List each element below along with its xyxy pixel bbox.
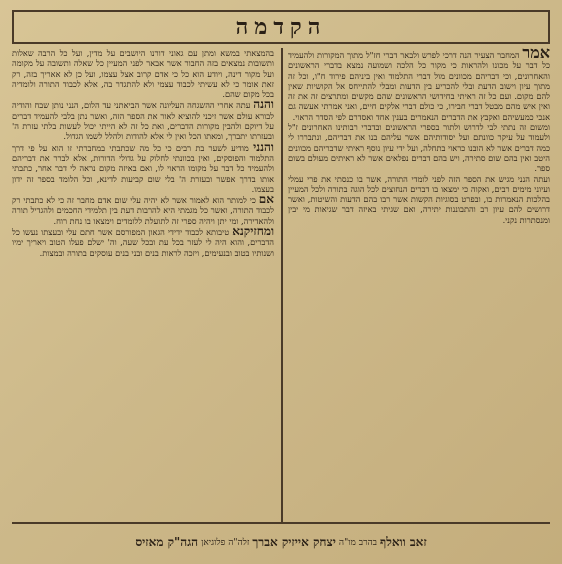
paragraph: ומשום זה נתתי לבי לדרוש ולתור בספרי הראשונים ובדברי רבותינו האחרונים ז"ל ולעמוד על עיקר כוונתם ועל יסודותיהם אשר עליהם בנו את דבריהם, ונתבררו לי כמה דברים אשר לא הובנו כראוי בתחלה, ועל ידי עיון נוסף ראיתי שדבריהם מכוונים היטב ואין בהם שום סתירה, ויש בהם דברים נפלאים אשר לא ראיתים מעולם בשום ספר.	[288, 122, 550, 174]
paragraph: ועתה הנני מגיש את הספר הזה לפני לומדי התורה, אשר בו כנסתי את פרי עמלי ועיוני מימים רבים, ואקוה כי ימצאו בו דברים הנחוצים לכל הוגה בתורה ולכל המעיין בהלכות הנאמרות בו, ובפרט בסוגיות הקשות אשר רבו בהם הדעות והשיטות, ואשר דרושים להם עיון רב והתבוננות יתירה, ואם שגיתי באיזה דבר שגיאות מי יבין ומנסתרות נקני.	[288, 173, 550, 225]
lead-word: ומחזיקנא	[232, 224, 275, 239]
opening-word: אמר	[522, 43, 550, 62]
author-name: זאב וואלף	[380, 534, 427, 549]
paragraph-text: בהמצאתי במשא ומתן עם גאוני דורנו היושבים על מדין, ועל כל הרבה שאלות ותשובות נמצאים בזה החבור אשר אבאר לפני המעיין כל שאלה ותשובה על מקומה ועל מקור דינה, ויודע הוא כל כי אדם קרוב אצל עצמו, ועל כן לא אאריך בזה, רק זאת אומר כי לא עשיתי לכבוד עצמי ולא להתגדר בה, אלא לכבוד התורה ולומדיה בכל מקום שהם.	[12, 48, 274, 100]
header-frame	[12, 10, 550, 44]
paragraph-text: המחבר הצעיר הנה דרכי לפרש ולבאר דברי חז"ל מתוך המקורות ולהעמיד כל דבר על מכונו ולהראות כי מקור כל הלכה ושמועה נמצא בדברי הראשונים והאחרונים, וכי דבריהם מכוונים מול דברי התלמוד ואין ביניהם פירוד ח"ו, וכל זה מתוך עיון וישוב הדעת ובלי להכריע בין הדעות ומבלי להתייחס אל הקושיות שאין להם מקום. ועם כל זה ראיתי בחידושי הראשונים שהם מקשים ומתרצים זה את זה ואין איש מהם מבטל דברי חבירו, כי כולם דברי אלקים חיים, ואני אמרתי אעשה גם אנכי כמעשיהם ואקבץ את הדברים הנאמרים בענין אחד ואסדרם לפי הסדר הראוי.	[288, 50, 550, 122]
right-column	[288, 43, 550, 225]
lead-word: והנני	[253, 139, 274, 154]
paragraph	[12, 194, 274, 226]
paragraph	[12, 226, 274, 258]
signature-line	[12, 528, 550, 556]
paragraph	[12, 48, 274, 99]
paragraph	[288, 43, 550, 122]
page-title: הקדמה	[235, 14, 327, 40]
father-name: יצחק אייזיק אברך	[252, 534, 336, 549]
author-title: הגה"ק מאזיס	[135, 534, 199, 549]
footer-rule	[12, 522, 550, 524]
paragraph	[12, 99, 274, 141]
left-column	[12, 48, 274, 258]
lead-word: אם	[258, 192, 274, 207]
lead-word: והנה	[253, 97, 274, 112]
suffix: זלה"ה פלוגיאן	[201, 537, 250, 548]
paragraph-text: טיבותא לכבוד ידידי הגאון המפורסם אשר חתם עלי ובעצתו נעשו כל הדברים, והוא היה לי לעזר בכל עת ובכל שעה, וה' ישלם פעלו הטוב ויאריך ימיו ושנותיו בטוב ובנעימים, ויזכה לראות בנים ובני בנים עוסקים בתורה ובמצות.	[12, 227, 274, 258]
honorific: בהרב מו"ה	[338, 537, 378, 548]
column-divider	[281, 48, 283, 522]
paragraph	[12, 139, 274, 194]
paragraph-text: כי למותר הוא לאמור אשר לא יהיה עלי שום אדם מחבר זה כי לא כתבתי רק לכבוד התורה, ואשר כל מגמתי היא להרבות דעת בין תלמידי החכמים ולהגדיל תורה ולהאדירה, ומי יתן ויהיה ספרי זה לתועלת ללומדים וימצאו בו נחת רוח.	[12, 195, 274, 226]
paragraph-text: מודיע לשער בת רבים כי כל מה שכתבתי במחברתי זו הוא על פי דרך התלמוד והפוסקים, ואין בכוונתי לחלוק על גדולי הדורות, אלא לברר את דבריהם ולהעמיד כל דבר על מקומו הראוי לו, ואם באיזה מקום נראה לי דבר אחר, כתבתי אותו בדרך אפשר ובעזרת ה' בלי שום קביעות לדינא, וכל הלומד בספר זה ידון בעצמו.	[12, 142, 274, 194]
paragraph-text: עתה אחרי ההשגחה העליונה אשר הביאתני עד הלום, הנני נותן שבח והודיה לבורא עולם אשר זיכני להוציא לאור את הספר הזה, ואשר נתן בלבי להעמיד דברים על דיוקם ולהבין מקורות הדברים, ואת כל זה לא הייתי יכול לעשות בלתי עזרת ה' ובעזרתו יתברך, ומאתו הכל ואין לי אלא להודות ולהלל לשמו הגדול.	[12, 100, 274, 142]
